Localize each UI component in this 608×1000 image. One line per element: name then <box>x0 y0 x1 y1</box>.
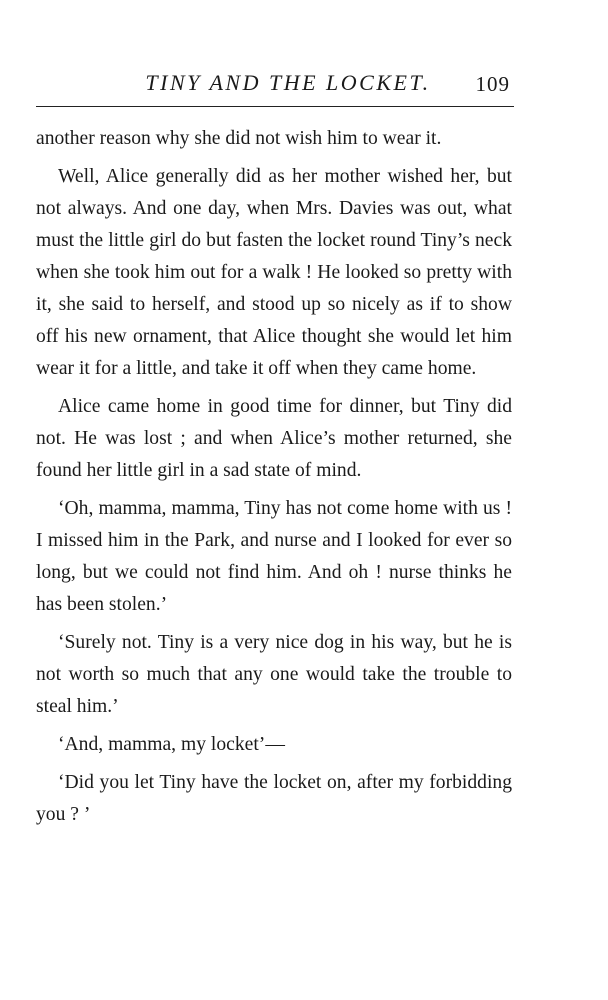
paragraph: ‘Surely not. Tiny is a very nice dog in his way, but he is not worth so much that any one would take the trouble to steal him.’ <box>36 632 512 717</box>
paragraph: Alice came home in good time for dinner, but Tiny did not. He was lost ; and when Alice’s mother returned, she found her little girl in a sad state of mind. <box>36 396 512 481</box>
header-rule <box>36 106 514 107</box>
body-text <box>36 123 512 837</box>
page-number: 109 <box>475 72 510 96</box>
paragraph-continuation: another reason why she did not wish him to wear it. <box>36 128 442 149</box>
running-title: TINY AND THE LOCKET. <box>145 70 431 95</box>
paragraph: ‘Did you let Tiny have the locket on, after my forbidding you ? ’ <box>36 772 512 825</box>
paragraph: ‘Oh, mamma, mamma, Tiny has not come home with us ! I missed him in the Park, and nurse and I looked for ever so long, but we could not find him. And oh ! nurse thinks he has been stolen.’ <box>36 498 512 615</box>
paragraph: ‘And, mamma, my locket’— <box>58 734 285 755</box>
running-head <box>36 70 514 106</box>
paragraph: Well, Alice generally did as her mother wished her, but not always. And one day, when Mrs. Davies was out, what must the little girl do but fasten the locket round Tiny’s neck when she took him out for a walk ! He looked so pretty with it, she said to herself, and stood up so nicely as if to show off his new ornament, that Alice thought she would let him wear it for a little, and take it off when they came home. <box>36 166 512 379</box>
